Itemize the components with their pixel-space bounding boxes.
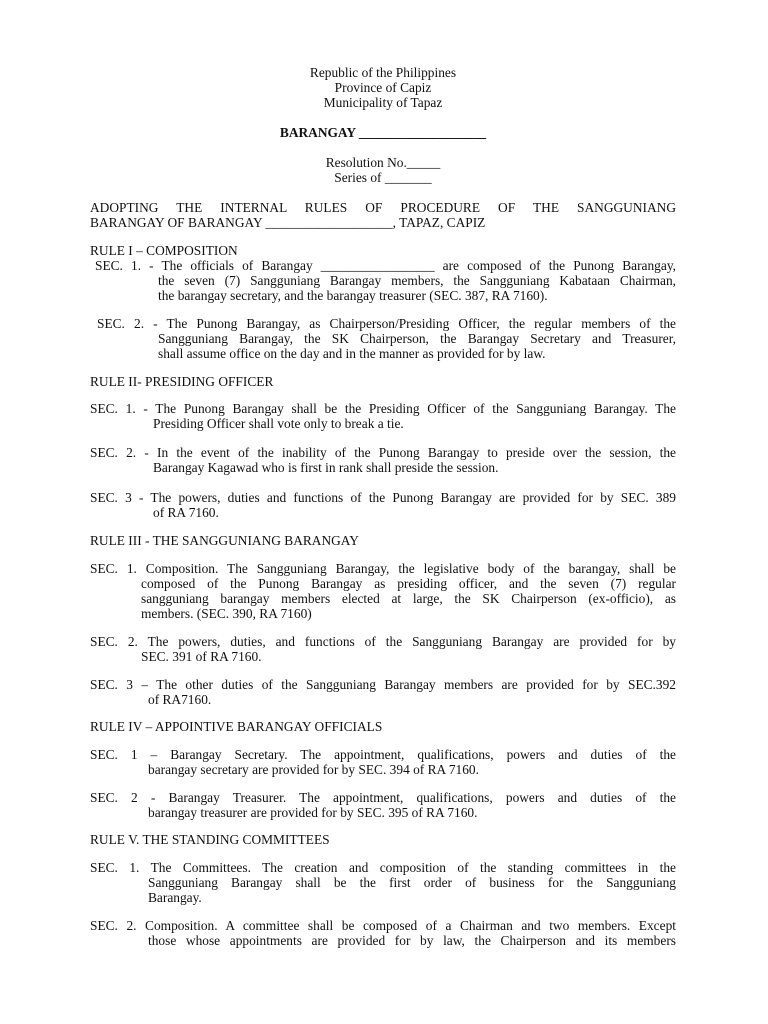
rule-4-sec-2-line: barangay treasurer are provided for by SEC. 395 of RA 7160.: [148, 805, 478, 820]
rule-1-sec-2-line: SEC. 2. - The Punong Barangay, as Chairperson/Presiding Officer, the regular members of the: [97, 316, 676, 331]
rule-1-sec-2-line: shall assume office on the day and in the manner as provided for by law.: [158, 346, 546, 361]
rule-4-sec-1-line: barangay secretary are provided for by SEC. 394 of RA 7160.: [148, 762, 479, 777]
rule-3-sec-1-line: SEC. 1. Composition. The Sangguniang Barangay, the legislative body of the barangay, shall be: [90, 561, 676, 576]
rule-4-sec-2-line: SEC. 2 - Barangay Treasurer. The appointment, qualifications, powers and duties of the: [90, 790, 676, 805]
header-barangay: BARANGAY ___________________: [279, 125, 487, 140]
rule-3-sec-1-line: sangguniang barangay members elected at large, the SK Chairperson (ex-officio), as: [141, 591, 676, 606]
rule-5-heading: RULE V. THE STANDING COMMITTEES: [90, 832, 330, 847]
rule-2-sec-2-line: Barangay Kagawad who is first in rank shall preside the session.: [153, 460, 499, 475]
rule-3-sec-2-line: SEC. 391 of RA 7160.: [141, 649, 262, 664]
rule-3-heading: RULE III - THE SANGGUNIANG BARANGAY: [90, 533, 359, 548]
rule-2-sec-1-line: Presiding Officer shall vote only to break a tie.: [153, 416, 404, 431]
rule-2-sec-1-line: SEC. 1. - The Punong Barangay shall be the Presiding Officer of the Sangguniang Barangay. The: [90, 401, 676, 416]
rule-1-heading: RULE I – COMPOSITION: [90, 243, 238, 258]
rule-5-sec-1-line: SEC. 1. The Committees. The creation and composition of the standing committees in the: [90, 860, 676, 875]
rule-3-sec-3-line: of RA7160.: [148, 692, 212, 707]
rule-3-sec-3-line: SEC. 3 – The other duties of the Sangguniang Barangay members are provided for by SEC.392: [90, 677, 676, 692]
header-province: Province of Capiz: [334, 80, 432, 95]
resolution-series: Series of _______: [334, 170, 432, 185]
rule-2-heading: RULE II- PRESIDING OFFICER: [90, 374, 274, 389]
rule-2-sec-3-line: SEC. 3 - The powers, duties and functions of the Punong Barangay are provided for by SEC. 389: [90, 490, 676, 505]
resolution-title-line-1: ADOPTING THE INTERNAL RULES OF PROCEDURE OF THE SANGGUNIANG: [90, 200, 676, 215]
rule-1-sec-1-line: SEC. 1. - The officials of Barangay _________________ are composed of the Punong Barangay,: [95, 258, 676, 273]
rule-1-sec-1-line: the seven (7) Sangguniang Barangay members, the Sangguniang Kabataan Chairman,: [158, 273, 676, 288]
rule-4-sec-1-line: SEC. 1 – Barangay Secretary. The appointment, qualifications, powers and duties of the: [90, 747, 676, 762]
rule-1-sec-2-line: Sangguniang Barangay, the SK Chairperson, the Barangay Secretary and Treasurer,: [158, 331, 676, 346]
resolution-number: Resolution No._____: [325, 155, 441, 170]
rule-3-sec-2-line: SEC. 2. The powers, duties, and functions of the Sangguniang Barangay are provided for by: [90, 634, 676, 649]
rule-3-sec-1-line: composed of the Punong Barangay as presiding officer, and the seven (7) regular: [141, 576, 676, 591]
rule-2-sec-2-line: SEC. 2. - In the event of the inability of the Punong Barangay to preside over the session, the: [90, 445, 676, 460]
rule-5-sec-1-line: Sangguniang Barangay shall be the first order of business for the Sangguniang: [148, 875, 676, 890]
rule-5-sec-2-line: those whose appointments are provided for by law, the Chairperson and its members: [148, 933, 676, 948]
resolution-title-line-2: BARANGAY OF BARANGAY ___________________, TAPAZ, CAPIZ: [90, 215, 486, 230]
rule-2-sec-3-line: of RA 7160.: [153, 505, 219, 520]
header-municipality: Municipality of Tapaz: [323, 95, 443, 110]
rule-3-sec-1-line: members. (SEC. 390, RA 7160): [141, 606, 312, 621]
rule-5-sec-2-line: SEC. 2. Composition. A committee shall be composed of a Chairman and two members. Except: [90, 918, 676, 933]
rule-1-sec-1-line: the barangay secretary, and the barangay treasurer (SEC. 387, RA 7160).: [158, 288, 548, 303]
rule-4-heading: RULE IV – APPOINTIVE BARANGAY OFFICIALS: [90, 719, 383, 734]
header-republic: Republic of the Philippines: [309, 65, 457, 80]
rule-5-sec-1-line: Barangay.: [148, 890, 202, 905]
